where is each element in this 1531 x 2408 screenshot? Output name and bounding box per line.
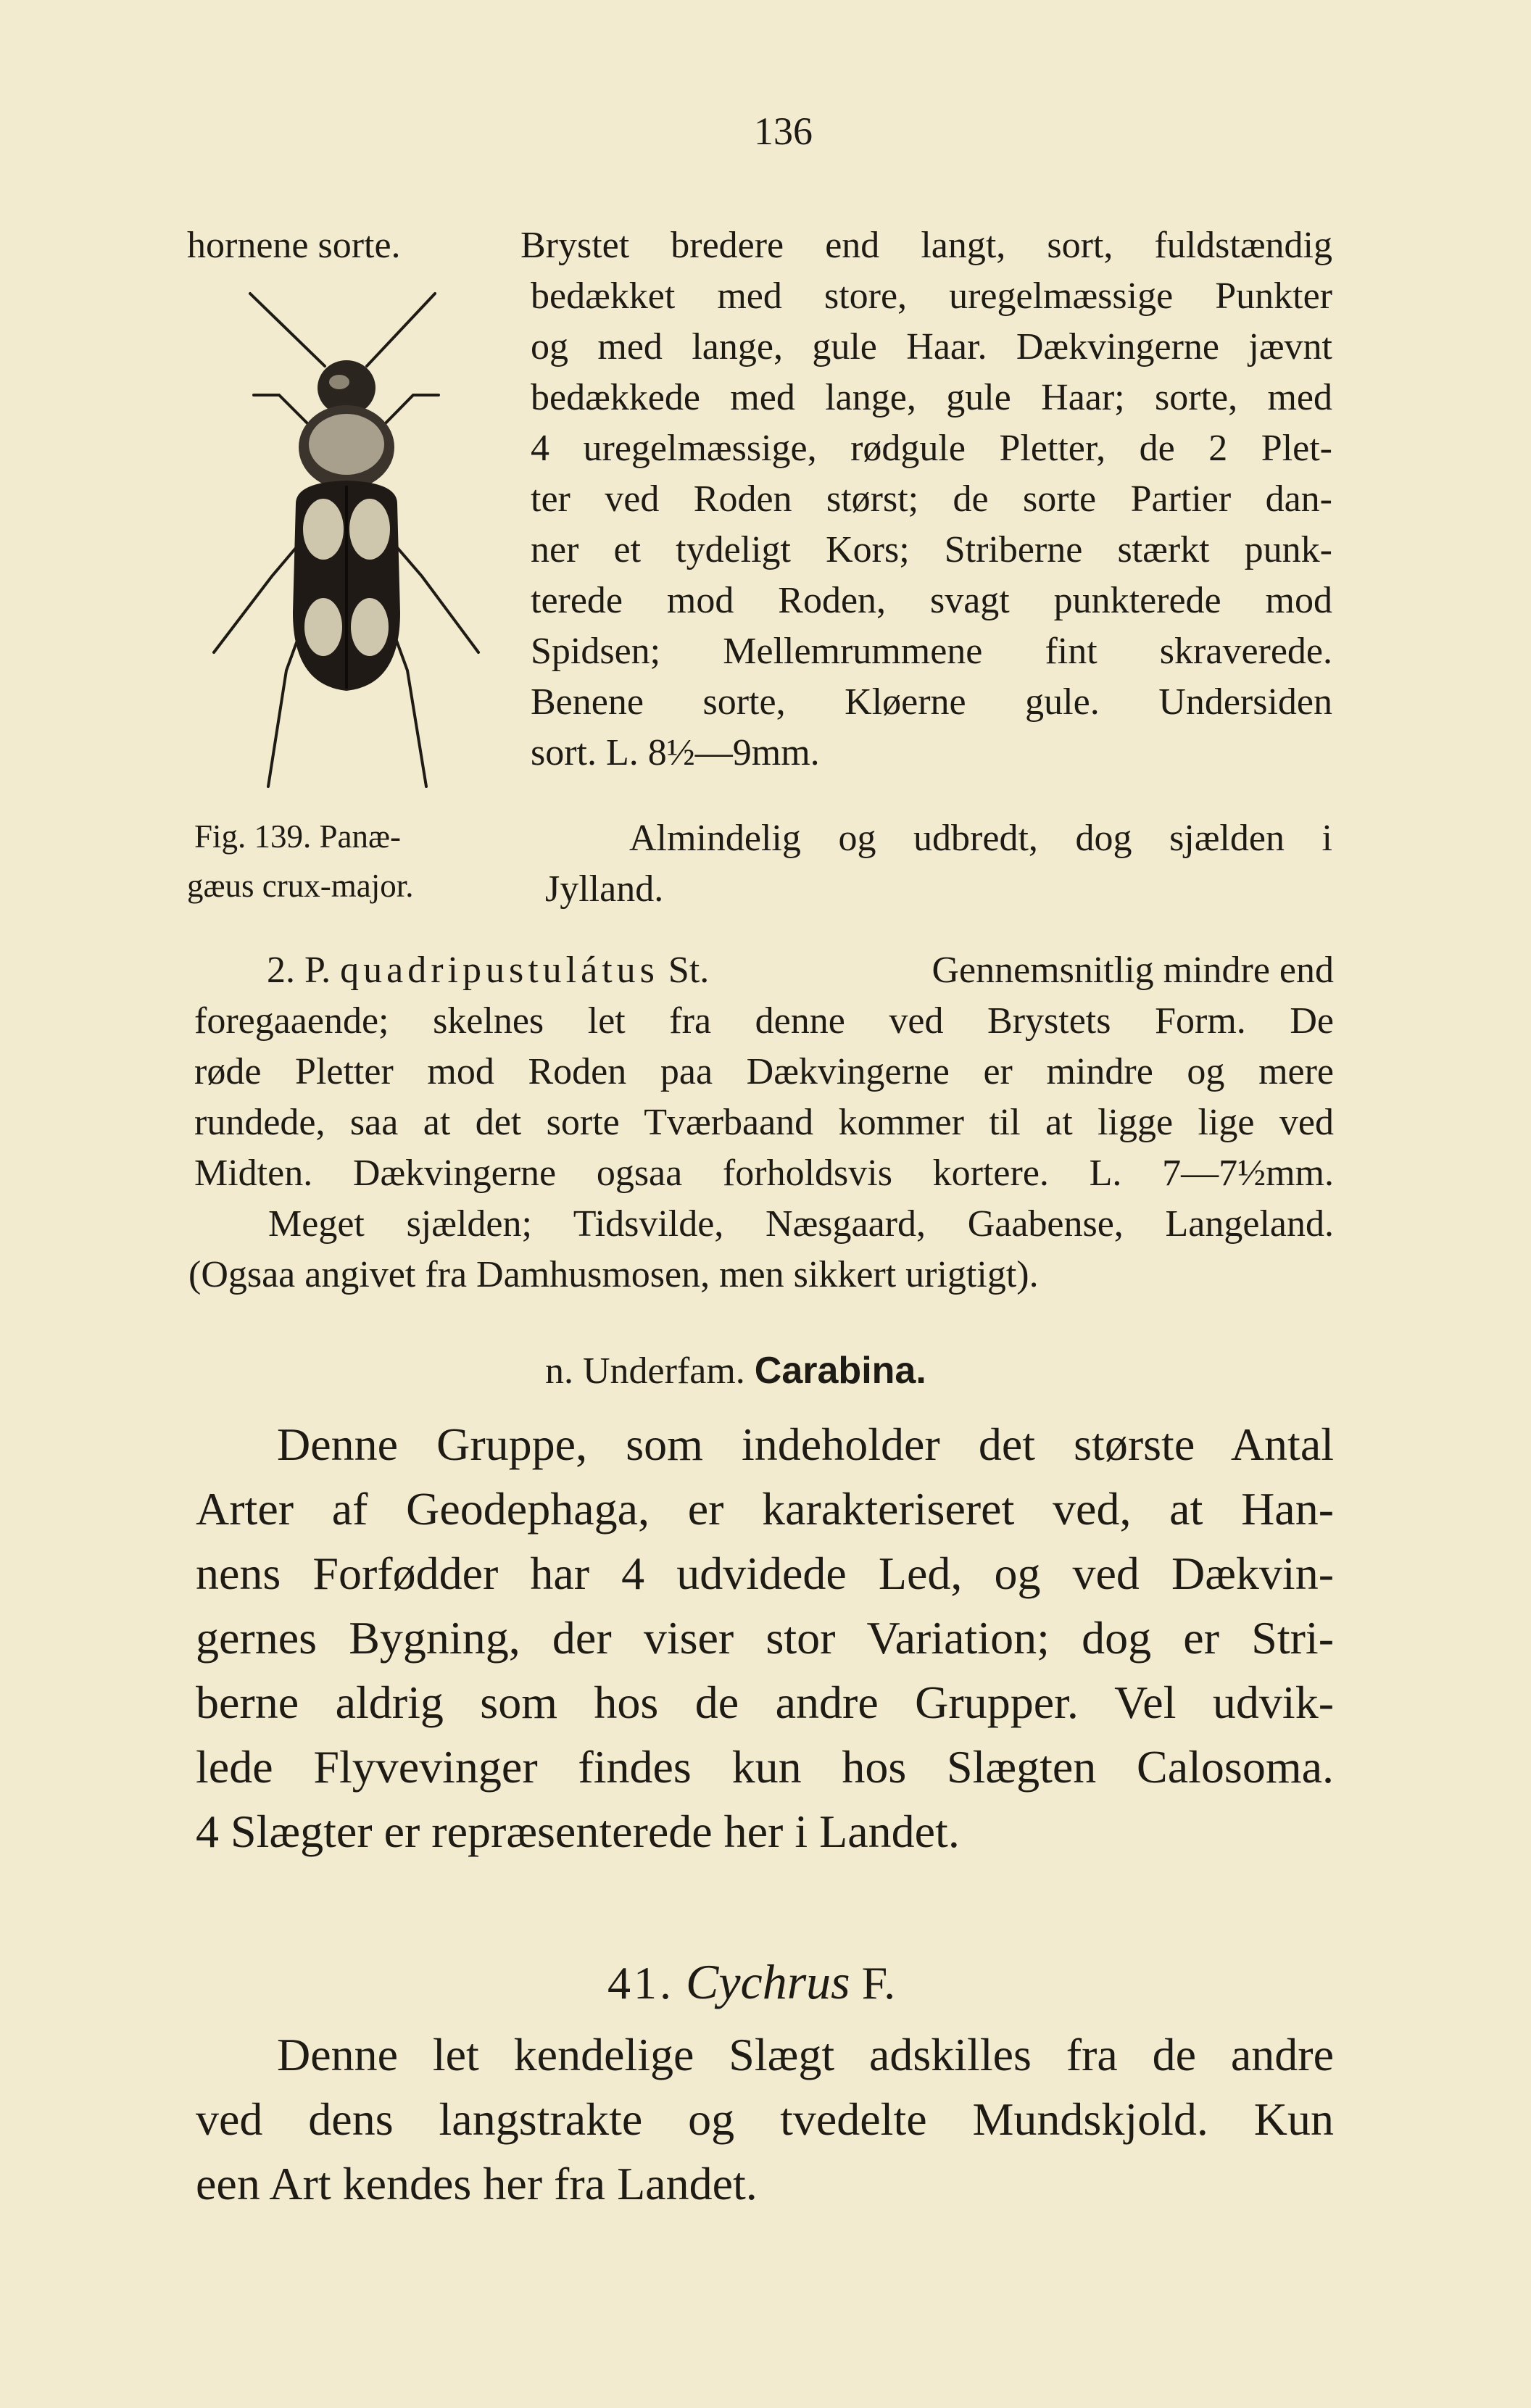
subfamily-line-5: lede Flyvevinger findes kun hos Slægten Calosoma. (196, 1741, 1334, 1793)
subfamily-line-2: nens Forfødder har 4 udvidede Led, og ved Dækvin- (196, 1548, 1334, 1599)
subfamily-line-3: gernes Bygning, der viser stor Variation; dog er Stri- (196, 1612, 1334, 1664)
genus-author: F. (861, 1957, 896, 2009)
intro-line-10: Benene sorte, Kløerne gule. Undersiden (531, 681, 1332, 723)
species2-line-3: rundede, saa at det sorte Tværbaand kommer til at ligge lige ved (194, 1102, 1334, 1143)
intro-line-2: bedækket med store, uregelmæssige Punkter (531, 275, 1332, 317)
intro-line-11: sort. L. 8½—9mm. (531, 732, 820, 773)
beetle-illustration (196, 286, 500, 808)
intro-line-7: ner et tydeligt Kors; Striberne stærkt punk- (531, 529, 1332, 570)
subfamily-heading (545, 1345, 926, 1397)
intro-line-6: ter ved Roden størst; de sorte Partier dan- (531, 478, 1332, 520)
intro-line-0: hornene sorte. (187, 225, 401, 266)
species2-line-1: foregaaende; skelnes let fra denne ved Brystets Form. De (194, 1000, 1334, 1042)
figure-caption-line-1: Fig. 139. Panæ- (194, 818, 402, 855)
species2-line-0: Gennemsnitlig mindre end (932, 950, 1334, 991)
intro-line-1: Brystet bredere end langt, sort, fuldstændig (520, 225, 1332, 266)
species2-line-4: Midten. Dækvingerne ogsaa forholdsvis kortere. L. 7—7½mm. (194, 1153, 1334, 1194)
distribution-line-0: Almindelig og udbredt, dog sjælden i (629, 818, 1332, 859)
species2-heading (267, 945, 709, 996)
intro-line-8: terede mod Roden, svagt punkterede mod (531, 580, 1332, 621)
intro-line-5: 4 uregelmæssige, rødgule Pletter, de 2 Plet- (531, 428, 1332, 469)
subfamily-name: Carabina. (754, 1350, 926, 1392)
subfamily-line-6: 4 Slægter er repræsenterede her i Landet. (196, 1806, 960, 1857)
subfamily-line-0: Denne Gruppe, som indeholder det største Antal (277, 1419, 1334, 1470)
subfamily-line-1: Arter af Geodephaga, er karakteriseret ved, at Han- (196, 1483, 1334, 1535)
genus-number: 41. (607, 1957, 674, 2009)
intro-line-9: Spidsen; Mellemrummene fint skraverede. (531, 631, 1332, 672)
intro-line-4: bedækkede med lange, gule Haar; sorte, med (531, 377, 1332, 418)
genus-line-1: ved dens langstrakte og tvedelte Mundskjold. Kun (196, 2093, 1334, 2145)
intro-line-3: og med lange, gule Haar. Dækvingerne jævnt (531, 326, 1332, 368)
distribution-line-1: Jylland. (545, 868, 664, 910)
subfamily-prefix: n. Underfam. (545, 1350, 745, 1392)
genus-heading (607, 1950, 895, 2015)
species2-name: quadripustulátus (340, 950, 659, 991)
page-number: 136 (754, 109, 813, 153)
figure-caption-line-2: gæus crux-major. (187, 868, 414, 904)
subfamily-line-4: berne aldrig som hos de andre Grupper. Vel udvik- (196, 1677, 1334, 1728)
genus-line-0: Denne let kendelige Slægt adskilles fra de andre (277, 2029, 1334, 2080)
species2-author: St. (668, 950, 710, 991)
genus-line-2: een Art kendes her fra Landet. (196, 2158, 758, 2209)
species2-number: 2. P. (267, 950, 331, 991)
species2-distribution-1: (Ogsaa angivet fra Damhusmosen, men sikkert urigtigt). (188, 1254, 1039, 1295)
genus-name: Cychrus (686, 1954, 850, 2009)
species2-line-2: røde Pletter mod Roden paa Dækvingerne er mindre og mere (194, 1051, 1334, 1092)
species2-distribution-0: Meget sjælden; Tidsvilde, Næsgaard, Gaabense, Langeland. (268, 1203, 1334, 1245)
